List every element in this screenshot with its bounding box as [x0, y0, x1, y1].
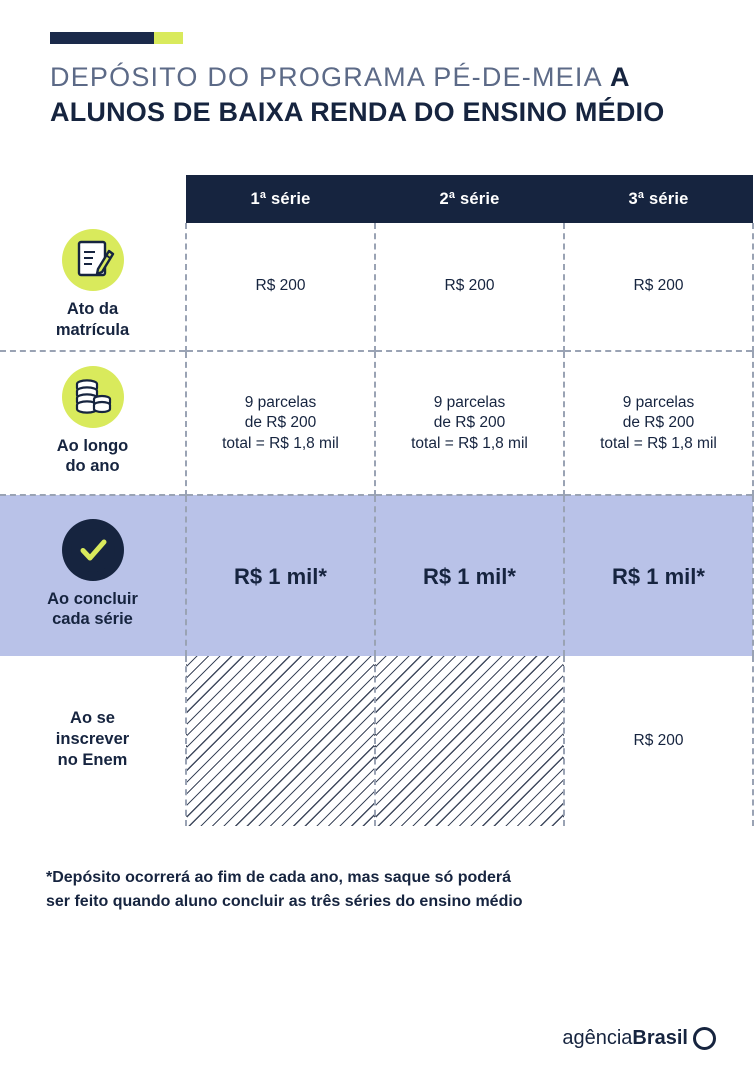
cell-ano-serie-1	[186, 351, 375, 495]
cell-line2: de R$ 200	[433, 414, 506, 432]
table-body	[0, 223, 753, 826]
table-row	[0, 656, 753, 826]
row-label-line1: Ao longo	[56, 436, 129, 455]
cell-matricula-serie-1: R$ 200	[186, 223, 375, 351]
row-label-line1: Ao se	[70, 709, 115, 728]
accent-bars	[50, 32, 183, 44]
cell-line1: 9 parcelas	[622, 393, 695, 411]
cell-enem-serie-3: R$ 200	[564, 656, 753, 826]
accent-bar-dark	[50, 32, 154, 44]
footnote-line2: ser feito quando aluno concluir as três séries do ensino médio	[46, 893, 523, 911]
page-title-bold: A ALUNOS DE BAIXA RENDA DO ENSINO MÉDIO	[50, 62, 665, 127]
cell-line3: total = R$ 1,8 mil	[600, 434, 717, 452]
cell-line3: total = R$ 1,8 mil	[411, 434, 528, 452]
row-label-ato-da-matricula	[0, 223, 186, 351]
logo-text-agencia: agência	[562, 1027, 633, 1049]
row-label-line1: Ato da	[66, 300, 119, 319]
cell-matricula-serie-3: R$ 200	[564, 223, 753, 351]
cell-line1: 9 parcelas	[433, 393, 506, 411]
row-label-line2: matrícula	[55, 320, 130, 339]
page-title-light: DEPÓSITO DO PROGRAMA PÉ-DE-MEIA	[50, 62, 610, 92]
row-label-line3: no Enem	[57, 750, 128, 769]
row-label-line2: cada série	[52, 610, 133, 629]
table-corner-empty	[0, 175, 186, 223]
table-row	[0, 351, 753, 495]
notepad-pencil-icon	[62, 229, 124, 291]
row-label-line1: Ao concluir	[47, 589, 138, 608]
cell-ano-serie-2	[375, 351, 564, 495]
cell-ano-serie-3	[564, 351, 753, 495]
agencia-brasil-logo	[562, 1027, 716, 1050]
column-header-serie-1: 1ª série	[186, 175, 375, 223]
cell-conclusao-serie-2: R$ 1 mil*	[375, 495, 564, 656]
table-row-highlighted	[0, 495, 753, 656]
cell-line1: 9 parcelas	[244, 393, 317, 411]
footnote-line1: *Depósito ocorrerá ao fim de cada ano, mas saque só poderá	[46, 869, 512, 887]
table-row	[0, 223, 753, 351]
row-label-line2: inscrever	[55, 730, 130, 749]
accent-bar-lime	[154, 32, 183, 44]
data-table-wrapper	[0, 175, 754, 826]
cell-line3: total = R$ 1,8 mil	[222, 434, 339, 452]
cell-line2: de R$ 200	[622, 414, 695, 432]
coins-stack-icon	[62, 366, 124, 428]
footnote	[46, 866, 656, 914]
cell-enem-serie-2-unavailable	[375, 656, 564, 826]
deposit-table	[0, 175, 754, 826]
row-label-ao-se-inscrever-no-enem	[0, 656, 186, 826]
column-header-serie-2: 2ª série	[375, 175, 564, 223]
logo-text-brasil: Brasil	[632, 1027, 688, 1049]
cell-line2: de R$ 200	[244, 414, 317, 432]
row-label-ao-longo-do-ano	[0, 351, 186, 495]
page-title	[50, 60, 690, 129]
check-circle-icon	[62, 519, 124, 581]
row-label-ao-concluir-cada-serie	[0, 495, 186, 656]
header	[0, 0, 754, 129]
cell-conclusao-serie-3: R$ 1 mil*	[564, 495, 753, 656]
cell-enem-serie-1-unavailable	[186, 656, 375, 826]
logo-ring-icon	[693, 1027, 716, 1050]
table-header	[0, 175, 753, 223]
column-header-serie-3: 3ª série	[564, 175, 753, 223]
cell-matricula-serie-2: R$ 200	[375, 223, 564, 351]
cell-conclusao-serie-1: R$ 1 mil*	[186, 495, 375, 656]
row-label-line2: do ano	[65, 457, 120, 476]
